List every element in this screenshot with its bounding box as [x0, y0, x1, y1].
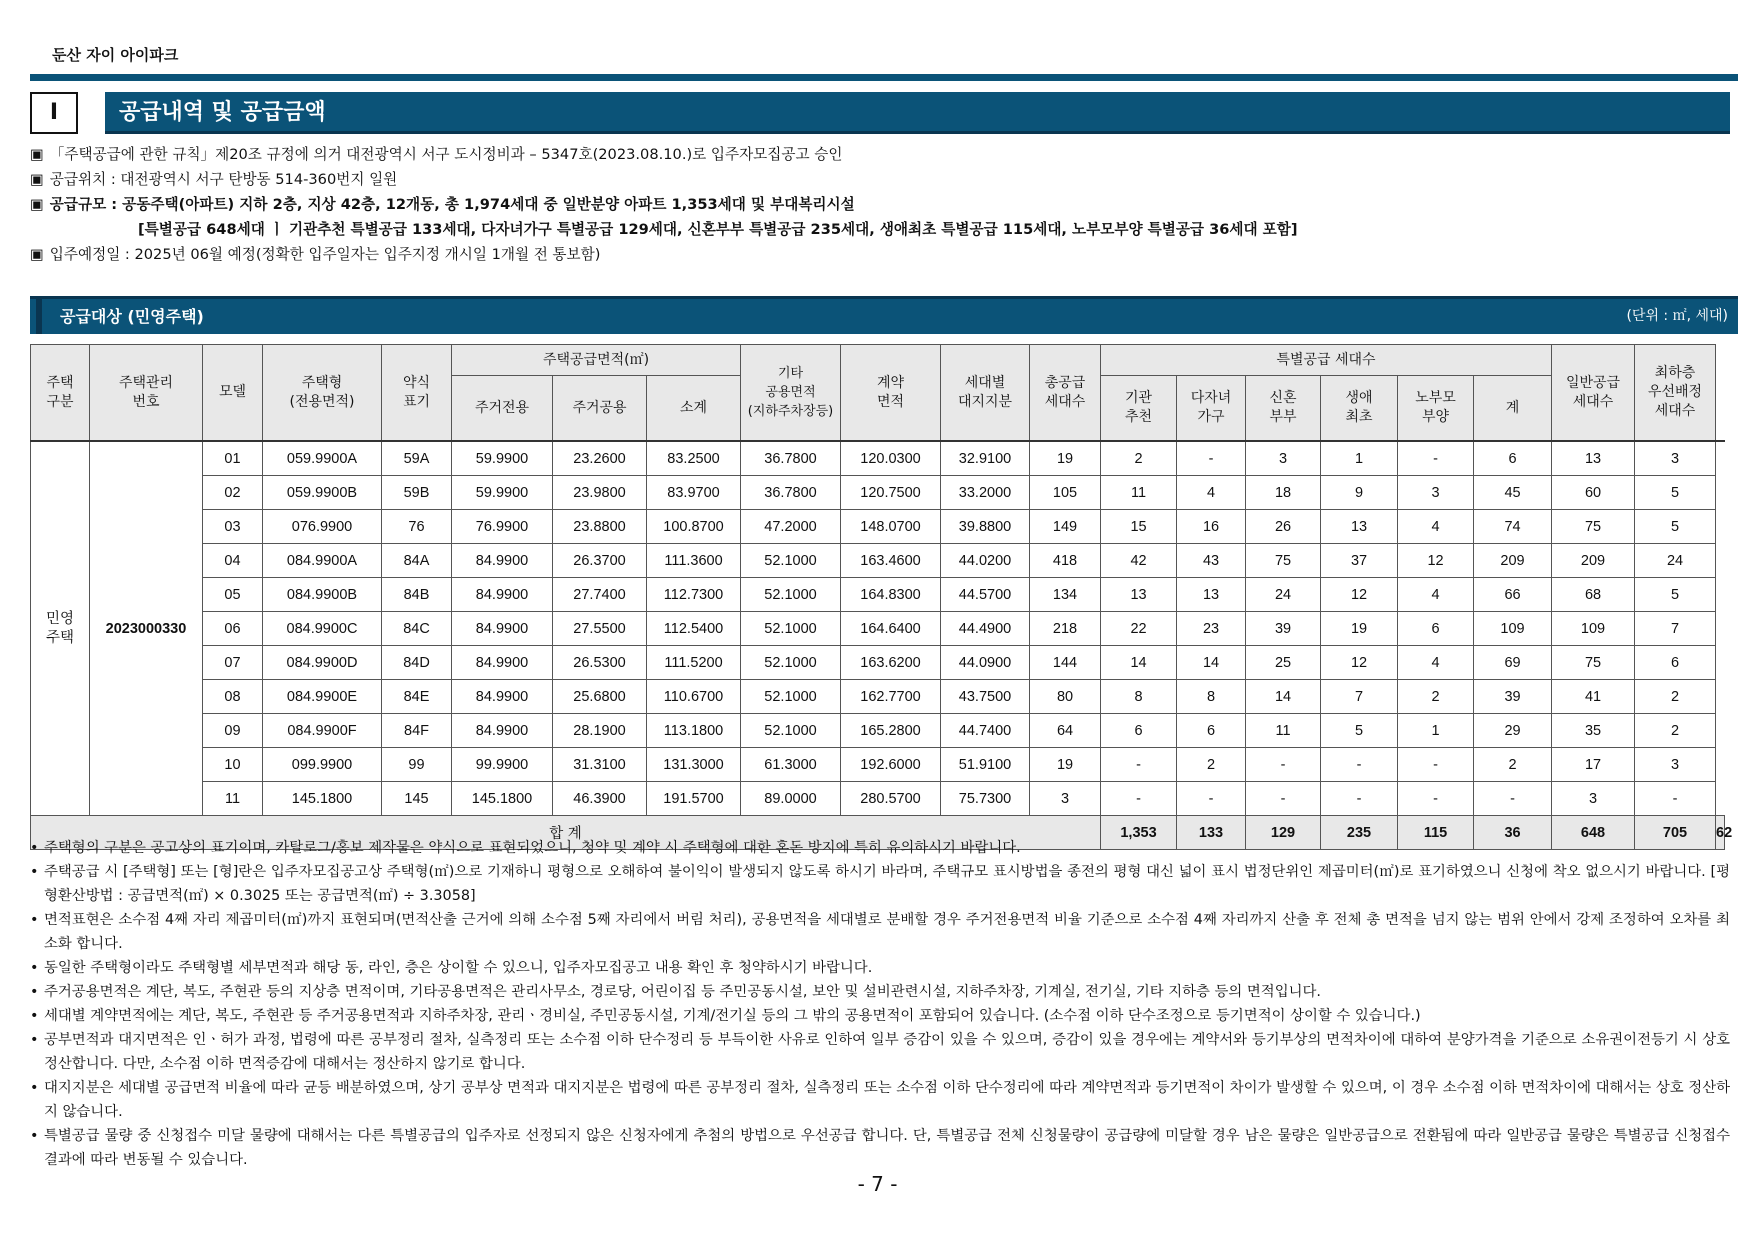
cell-land: 32.9100 [941, 441, 1030, 476]
cell-exclusive: 84.9900 [452, 578, 553, 612]
cell-inst: 13 [1101, 578, 1177, 612]
bullet-icon: • [30, 1080, 39, 1096]
cell-multi: - [1177, 782, 1246, 816]
cell-lowfloor: 3 [1635, 748, 1716, 782]
cell-contract: 164.8300 [841, 578, 941, 612]
supply-table [30, 344, 1733, 850]
cell-common: 28.1900 [553, 714, 647, 748]
cell-multi: - [1177, 441, 1246, 476]
cell-common: 31.3100 [553, 748, 647, 782]
col-newlywed: 신혼 부부 [1246, 376, 1321, 442]
cell-first: 9 [1321, 476, 1398, 510]
cell-newlywed: - [1246, 748, 1321, 782]
cell-contract: 280.5700 [841, 782, 941, 816]
notes-list [30, 836, 1730, 1172]
col-abbr: 약식 표기 [382, 345, 452, 442]
col-land: 세대별 대지지분 [941, 345, 1030, 442]
cell-model: 11 [203, 782, 263, 816]
cell-model: 06 [203, 612, 263, 646]
cell-land: 44.0900 [941, 646, 1030, 680]
cell-lowfloor: - [1635, 782, 1716, 816]
cell-elderly: 1 [1398, 714, 1474, 748]
cell-common: 25.6800 [553, 680, 647, 714]
cell-exclusive: 145.1800 [452, 782, 553, 816]
supply-info [30, 142, 1298, 267]
cell-first: 13 [1321, 510, 1398, 544]
cell-general: 60 [1552, 476, 1635, 510]
cell-newlywed: 75 [1246, 544, 1321, 578]
cell-housing: 059.9900A [263, 441, 382, 476]
info-line-movein: ▣ 입주예정일 : 2025년 06월 예정(정확한 입주일자는 입주지정 개시일 1개월 전 통보함) [30, 246, 601, 263]
col-elderly: 노부모 부양 [1398, 376, 1474, 442]
cell-multi: 4 [1177, 476, 1246, 510]
cell-housing: 099.9900 [263, 748, 382, 782]
cell-inst: - [1101, 748, 1177, 782]
cell-land: 75.7300 [941, 782, 1030, 816]
note-item: • 주택형의 구분은 공고상의 표기이며, 카탈로그/홍보 제작물은 약식으로 표현되었으니, 청약 및 계약 시 주택형에 대한 혼돈 방지에 특히 유의하시기 바랍니다. [30, 836, 1730, 860]
cell-newlywed: 25 [1246, 646, 1321, 680]
cell-abbr: 59A [382, 441, 452, 476]
cell-multi: 6 [1177, 714, 1246, 748]
cell-abbr: 84A [382, 544, 452, 578]
cell-total: 105 [1030, 476, 1101, 510]
cell-exclusive: 84.9900 [452, 714, 553, 748]
cell-inst: 2 [1101, 441, 1177, 476]
cell-multi: 43 [1177, 544, 1246, 578]
cell-exclusive: 84.9900 [452, 680, 553, 714]
cell-land: 44.5700 [941, 578, 1030, 612]
col-housing: 주택형 (전용면적) [263, 345, 382, 442]
cell-common: 27.5500 [553, 612, 647, 646]
bullet-icon: • [30, 984, 39, 1000]
cell-lowfloor: 5 [1635, 510, 1716, 544]
bullet-icon: • [30, 840, 39, 856]
cell-sum: 45 [1474, 476, 1552, 510]
cell-sum: 2 [1474, 748, 1552, 782]
bullet-icon: • [30, 960, 39, 976]
cell-contract: 163.4600 [841, 544, 941, 578]
bullet-icon: • [30, 912, 39, 928]
cell-newlywed: 14 [1246, 680, 1321, 714]
cell-model: 09 [203, 714, 263, 748]
cell-inst: 11 [1101, 476, 1177, 510]
cell-total: 3 [1030, 782, 1101, 816]
cell-sum: 74 [1474, 510, 1552, 544]
cell-exclusive: 59.9900 [452, 476, 553, 510]
cell-lowfloor: 6 [1635, 646, 1716, 680]
mgmt-number-cell: 2023000330 [90, 441, 203, 816]
col-multi: 다자녀 가구 [1177, 376, 1246, 442]
cell-model: 01 [203, 441, 263, 476]
cell-subtotal: 111.3600 [647, 544, 741, 578]
bullet-icon: • [30, 1128, 39, 1144]
cell-general: 75 [1552, 646, 1635, 680]
cell-sum: 66 [1474, 578, 1552, 612]
table-row [31, 441, 1725, 476]
cell-lowfloor: 2 [1635, 714, 1716, 748]
cell-general: 3 [1552, 782, 1635, 816]
cell-sum: 209 [1474, 544, 1552, 578]
cell-land: 39.8800 [941, 510, 1030, 544]
note-item: • 주거공용면적은 계단, 복도, 주현관 등의 지상층 면적이며, 기타공용면적은 관리사무소, 경로당, 어린이집 등 주민공동시설, 보안 및 설비관련시설, 지하주차장, 기계실, 전기실, 기타 지하층 등의 면적입니다. [30, 980, 1730, 1004]
bullet-icon: • [30, 1032, 39, 1048]
table-row [31, 578, 1725, 612]
cell-lowfloor: 2 [1635, 680, 1716, 714]
cell-other: 36.7800 [741, 476, 841, 510]
cell-common: 26.5300 [553, 646, 647, 680]
col-exclusive: 주거전용 [452, 376, 553, 442]
cell-housing: 084.9900F [263, 714, 382, 748]
cell-other: 52.1000 [741, 578, 841, 612]
cell-housing: 145.1800 [263, 782, 382, 816]
cell-subtotal: 191.5700 [647, 782, 741, 816]
cell-subtotal: 100.8700 [647, 510, 741, 544]
cell-lowfloor: 5 [1635, 578, 1716, 612]
info-line-scale: ▣ 공급규모 : 공동주택(아파트) 지하 2층, 지상 42층, 12개동, 총 1,974세대 중 일반분양 아파트 1,353세대 및 부대복리시설 [30, 196, 855, 213]
cell-multi: 8 [1177, 680, 1246, 714]
cell-inst: 42 [1101, 544, 1177, 578]
cell-sum: 6 [1474, 441, 1552, 476]
col-lowfloor: 최하층 우선배정 세대수 [1635, 345, 1716, 442]
bullet-icon: • [30, 1008, 39, 1024]
cell-elderly: 2 [1398, 680, 1474, 714]
note-item: • 특별공급 물량 중 신청접수 미달 물량에 대해서는 다른 특별공급의 입주자로 선정되지 않은 신청자에게 추첨의 방법으로 우선공급 합니다. 단, 특별공급 전체 신청물량이 공급량에 미달할 경우 남은 물량은 일반공급으로 전환됨에 따라 일반공급 물량은 특별공급 신청접수 결과에 따라 변동될 수 있습니다. [30, 1124, 1730, 1172]
cell-common: 46.3900 [553, 782, 647, 816]
cell-model: 10 [203, 748, 263, 782]
cell-total: 418 [1030, 544, 1101, 578]
cell-subtotal: 83.2500 [647, 441, 741, 476]
cell-land: 44.7400 [941, 714, 1030, 748]
cell-abbr: 84E [382, 680, 452, 714]
cell-sum: - [1474, 782, 1552, 816]
cell-subtotal: 111.5200 [647, 646, 741, 680]
cell-newlywed: 39 [1246, 612, 1321, 646]
col-model: 모델 [203, 345, 263, 442]
cell-common: 23.8800 [553, 510, 647, 544]
cell-general: 41 [1552, 680, 1635, 714]
cell-elderly: - [1398, 782, 1474, 816]
cell-first: 7 [1321, 680, 1398, 714]
col-inst: 기관 추천 [1101, 376, 1177, 442]
cell-newlywed: - [1246, 782, 1321, 816]
cell-abbr: 84F [382, 714, 452, 748]
col-mgmt: 주택관리 번호 [90, 345, 203, 442]
cell-other: 52.1000 [741, 612, 841, 646]
cell-multi: 16 [1177, 510, 1246, 544]
cell-land: 44.4900 [941, 612, 1030, 646]
cell-subtotal: 112.7300 [647, 578, 741, 612]
table-row [31, 612, 1725, 646]
cell-abbr: 76 [382, 510, 452, 544]
cell-land: 44.0200 [941, 544, 1030, 578]
cell-model: 04 [203, 544, 263, 578]
cell-housing: 084.9900A [263, 544, 382, 578]
square-marker-icon: ▣ [30, 196, 44, 213]
cell-general: 13 [1552, 441, 1635, 476]
cell-housing: 084.9900C [263, 612, 382, 646]
cell-other: 47.2000 [741, 510, 841, 544]
cell-multi: 2 [1177, 748, 1246, 782]
cell-abbr: 145 [382, 782, 452, 816]
cell-sum: 29 [1474, 714, 1552, 748]
cell-contract: 163.6200 [841, 646, 941, 680]
cell-exclusive: 76.9900 [452, 510, 553, 544]
cell-inst: 8 [1101, 680, 1177, 714]
col-general: 일반공급 세대수 [1552, 345, 1635, 442]
cell-model: 02 [203, 476, 263, 510]
cell-common: 23.9800 [553, 476, 647, 510]
cell-land: 51.9100 [941, 748, 1030, 782]
top-rule [30, 74, 1738, 81]
table-row [31, 714, 1725, 748]
cell-total: 80 [1030, 680, 1101, 714]
cell-inst: 14 [1101, 646, 1177, 680]
cell-housing: 076.9900 [263, 510, 382, 544]
cell-common: 26.3700 [553, 544, 647, 578]
cell-first: 37 [1321, 544, 1398, 578]
cell-first: 12 [1321, 646, 1398, 680]
cell-elderly: 4 [1398, 510, 1474, 544]
table-title: 공급대상 (민영주택) [60, 307, 204, 326]
cell-first: - [1321, 782, 1398, 816]
cell-general: 75 [1552, 510, 1635, 544]
unit-label: (단위 : ㎡, 세대) [1626, 308, 1728, 324]
cell-elderly: 12 [1398, 544, 1474, 578]
cell-elderly: 4 [1398, 578, 1474, 612]
table-title-bar [30, 296, 1738, 334]
cell-other: 52.1000 [741, 544, 841, 578]
cell-total: 149 [1030, 510, 1101, 544]
note-item: • 공부면적과 대지면적은 인ㆍ허가 과정, 법령에 따른 공부정리 절차, 실측정리 또는 소수점 이하 단수정리 등 부득이한 사유로 인하여 일부 증감이 있을 수 있으며, 증감이 있을 경우에는 계약서와 등기부상의 면적차이에 대하여 분양가격을 기준으로 소유권이전등기 시 상호정산합니다. 다만, 소수점 이하 면적증감에 대해서는 정산하지 않기로 합니다. [30, 1028, 1730, 1076]
section-title: 공급내역 및 공급금액 [105, 92, 1730, 134]
cell-first: 12 [1321, 578, 1398, 612]
cell-lowfloor: 24 [1635, 544, 1716, 578]
cell-elderly: 4 [1398, 646, 1474, 680]
col-type: 주택 구분 [31, 345, 90, 442]
cell-subtotal: 131.3000 [647, 748, 741, 782]
table-row [31, 646, 1725, 680]
table-row [31, 782, 1725, 816]
cell-abbr: 84C [382, 612, 452, 646]
cell-lowfloor: 5 [1635, 476, 1716, 510]
cell-newlywed: 26 [1246, 510, 1321, 544]
cell-total: 134 [1030, 578, 1101, 612]
cell-common: 27.7400 [553, 578, 647, 612]
cell-newlywed: 24 [1246, 578, 1321, 612]
cell-housing: 084.9900E [263, 680, 382, 714]
cell-general: 68 [1552, 578, 1635, 612]
cell-first: 5 [1321, 714, 1398, 748]
page-number: - 7 - [857, 1172, 898, 1196]
cell-general: 35 [1552, 714, 1635, 748]
cell-model: 07 [203, 646, 263, 680]
cell-total: 144 [1030, 646, 1101, 680]
cell-abbr: 59B [382, 476, 452, 510]
cell-common: 23.2600 [553, 441, 647, 476]
cell-other: 52.1000 [741, 714, 841, 748]
cell-elderly: 3 [1398, 476, 1474, 510]
cell-sum: 39 [1474, 680, 1552, 714]
cell-subtotal: 110.6700 [647, 680, 741, 714]
cell-newlywed: 3 [1246, 441, 1321, 476]
housing-type-cell: 민영 주택 [31, 441, 90, 816]
info-line-special: [특별공급 648세대 ㅣ 기관추천 특별공급 133세대, 다자녀가구 특별공급 129세대, 신혼부부 특별공급 235세대, 생애최초 특별공급 115세대, 노부모부양 특별공급 36세대 포함] [138, 221, 1298, 238]
cell-lowfloor: 7 [1635, 612, 1716, 646]
cell-exclusive: 84.9900 [452, 612, 553, 646]
col-subtotal: 소계 [647, 376, 741, 442]
col-special: 특별공급 세대수 [1101, 345, 1552, 376]
col-sum: 계 [1474, 376, 1552, 442]
cell-contract: 120.0300 [841, 441, 941, 476]
cell-contract: 192.6000 [841, 748, 941, 782]
cell-other: 89.0000 [741, 782, 841, 816]
info-line-location: ▣ 공급위치 : 대전광역시 서구 탄방동 514-360번지 일원 [30, 171, 398, 188]
cell-land: 43.7500 [941, 680, 1030, 714]
cell-inst: 15 [1101, 510, 1177, 544]
cell-housing: 084.9900B [263, 578, 382, 612]
info-line-approval: ▣ 「주택공급에 관한 규칙」제20조 규정에 의거 대전광역시 서구 도시정비과 – 5347호(2023.08.10.)로 입주자모집공고 승인 [30, 146, 843, 163]
cell-model: 03 [203, 510, 263, 544]
note-item: • 대지지분은 세대별 공급면적 비율에 따라 균등 배분하였으며, 상기 공부상 면적과 대지지분은 법령에 따른 공부정리 절차, 실측정리 또는 소수점 이하 단수정리에 따라 계약면적과 등기면적이 차이가 발생할 수 있으며, 이 경우 소수점 이하 면적차이에 대해서는 상호 정산하지 않습니다. [30, 1076, 1730, 1124]
table-row [31, 544, 1725, 578]
cell-general: 209 [1552, 544, 1635, 578]
col-other-common: 기타 공용면적 (지하주차장등) [741, 345, 841, 442]
cell-elderly: 6 [1398, 612, 1474, 646]
square-marker-icon: ▣ [30, 246, 44, 263]
cell-total: 218 [1030, 612, 1101, 646]
col-total: 총공급 세대수 [1030, 345, 1101, 442]
cell-contract: 120.7500 [841, 476, 941, 510]
note-item: • 세대별 계약면적에는 계단, 복도, 주현관 등 주거공용면적과 지하주차장, 관리ㆍ경비실, 주민공동시설, 기계/전기실 등의 그 밖의 공용면적이 포함되어 있습니다. (소수점 이하 단수조정으로 등기면적이 상이할 수 있습니다.) [30, 1004, 1730, 1028]
cell-housing: 084.9900D [263, 646, 382, 680]
section-number: I [30, 92, 78, 134]
cell-housing: 059.9900B [263, 476, 382, 510]
cell-total: 64 [1030, 714, 1101, 748]
cell-contract: 165.2800 [841, 714, 941, 748]
cell-contract: 148.0700 [841, 510, 941, 544]
cell-inst: 22 [1101, 612, 1177, 646]
cell-inst: 6 [1101, 714, 1177, 748]
cell-other: 52.1000 [741, 680, 841, 714]
square-marker-icon: ▣ [30, 171, 44, 188]
cell-elderly: - [1398, 748, 1474, 782]
brand-name: 둔산 자이 아이파크 [52, 46, 179, 64]
cell-exclusive: 99.9900 [452, 748, 553, 782]
col-supply-area: 주택공급면적(㎡) [452, 345, 741, 376]
cell-subtotal: 113.1800 [647, 714, 741, 748]
table-row [31, 680, 1725, 714]
cell-other: 61.3000 [741, 748, 841, 782]
cell-abbr: 84B [382, 578, 452, 612]
cell-newlywed: 18 [1246, 476, 1321, 510]
table-row [31, 510, 1725, 544]
cell-multi: 14 [1177, 646, 1246, 680]
cell-subtotal: 83.9700 [647, 476, 741, 510]
cell-contract: 164.6400 [841, 612, 941, 646]
cell-total: 19 [1030, 441, 1101, 476]
cell-contract: 162.7700 [841, 680, 941, 714]
cell-exclusive: 59.9900 [452, 441, 553, 476]
col-common: 주거공용 [553, 376, 647, 442]
cell-elderly: - [1398, 441, 1474, 476]
cell-first: 1 [1321, 441, 1398, 476]
col-first: 생애 최초 [1321, 376, 1398, 442]
cell-general: 109 [1552, 612, 1635, 646]
cell-exclusive: 84.9900 [452, 544, 553, 578]
cell-model: 05 [203, 578, 263, 612]
cell-multi: 23 [1177, 612, 1246, 646]
square-marker-icon: ▣ [30, 146, 44, 163]
cell-subtotal: 112.5400 [647, 612, 741, 646]
cell-land: 33.2000 [941, 476, 1030, 510]
cell-total: 19 [1030, 748, 1101, 782]
cell-other: 36.7800 [741, 441, 841, 476]
cell-model: 08 [203, 680, 263, 714]
bullet-icon: • [30, 864, 39, 880]
table-row [31, 748, 1725, 782]
cell-sum: 69 [1474, 646, 1552, 680]
note-item: • 면적표현은 소수점 4째 자리 제곱미터(㎡)까지 표현되며(면적산출 근거에 의해 소수점 5째 자리에서 버림 처리), 공용면적을 세대별로 분배할 경우 주거전용면적 비율 기준으로 소수점 4째 자리까지 산출 후 전체 총 면적을 넘지 않는 범위 안에서 강제 조정하여 오차를 최소화 합니다. [30, 908, 1730, 956]
cell-other: 52.1000 [741, 646, 841, 680]
cell-abbr: 84D [382, 646, 452, 680]
cell-general: 17 [1552, 748, 1635, 782]
totals-label: 합 계 [31, 816, 1101, 850]
totals-row: 합 계 1,353 133 129 235 115 36 648 705 62 [31, 816, 1725, 850]
note-item: • 동일한 주택형이라도 주택형별 세부면적과 해당 동, 라인, 층은 상이할 수 있으니, 입주자모집공고 내용 확인 후 청약하시기 바랍니다. [30, 956, 1730, 980]
cell-multi: 13 [1177, 578, 1246, 612]
cell-newlywed: 11 [1246, 714, 1321, 748]
cell-sum: 109 [1474, 612, 1552, 646]
cell-abbr: 99 [382, 748, 452, 782]
cell-first: 19 [1321, 612, 1398, 646]
table-row [31, 476, 1725, 510]
cell-exclusive: 84.9900 [452, 646, 553, 680]
note-item: • 주택공급 시 [주택형] 또는 [형]란은 입주자모집공고상 주택형(㎡)으로 기재하니 평형으로 오해하여 불이익이 발생되지 않도록 하시기 바라며, 주택규모 표시방법을 종전의 평형 대신 넓이 표시 법정단위인 제곱미터(㎡)로 표기하였으니 신청에 착오 없으시기 바랍니다. [평형환산방법 : 공급면적(㎡) × 0.3025 또는 공급면적(㎡) ÷ 3.3058] [30, 860, 1730, 908]
cell-lowfloor: 3 [1635, 441, 1716, 476]
cell-inst: - [1101, 782, 1177, 816]
cell-first: - [1321, 748, 1398, 782]
col-contract: 계약 면적 [841, 345, 941, 442]
